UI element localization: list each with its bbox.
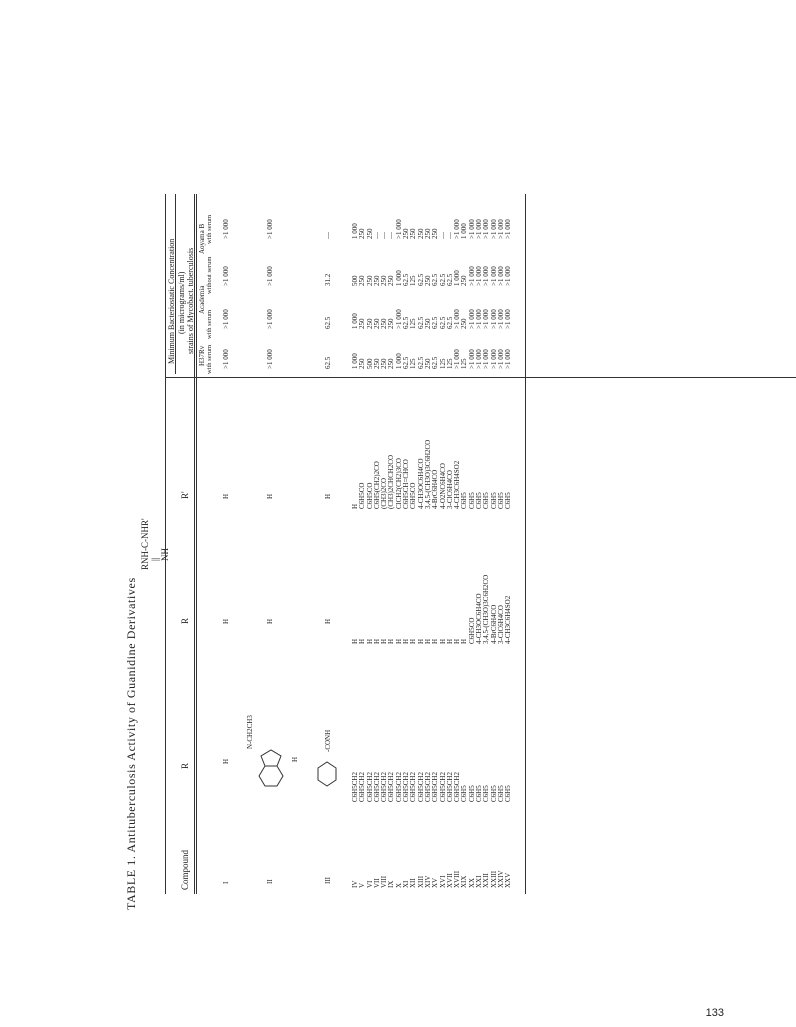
pyridine-structure xyxy=(312,752,342,792)
block-a-without: 1 000 250 250 — — — >1 000 250 250 250 250 250 — — >1 000 1 000 >1 000 >1 000 >1 000 >1 000 >1 000 >1 000 xyxy=(351,219,513,239)
header-units: (in micrograms/ml) xyxy=(177,271,186,334)
block-r3: H C6H5CO C6H5CO C6H5(CH2)2CO (CH3)2CO (CH3)2CHCH2CO ClCH2(CH2)3CO C6H5CH=CHCO C6H5CO 4-CH3OC6H4CO 3,4,5-(CH3O)3C6H2CO 4-BrC6H4CO 4-O2NC6H4CO 3-ClC6H4CO 4-CH3C6H4SO2 C6H5 C6H5 C6H5 C6H5 C6H5 C6H5 C6H5 xyxy=(351,439,513,509)
row-III-h-without: 62.5 xyxy=(324,316,332,329)
row-I-h-without: >1 000 xyxy=(222,309,230,329)
header-a-with-serum: without serum xyxy=(206,256,213,294)
table-caption: TABLE 1. Antituberculosis Activity of Guanidine Derivatives xyxy=(124,577,138,910)
header-compound: Compound xyxy=(180,849,190,890)
table-frame xyxy=(40,186,796,914)
header-h-with-serum: with serum xyxy=(206,344,213,374)
header-aoyama: Aoyama B xyxy=(198,223,206,254)
page-number: 133 xyxy=(705,1007,724,1019)
block-a-with: 500 250 250 250 250 250 1 000 62.5 125 62.5 250 62.5 62.5 62.5 1 000 250 >1 000 >1 000 >1 000 >1 000 >1 000 >1 000 xyxy=(351,266,513,286)
row-III-r2: H xyxy=(324,618,332,624)
table-top-rule xyxy=(165,194,166,894)
header-h37rv: H37Rv xyxy=(198,345,206,366)
row-id-I: I xyxy=(222,881,230,884)
row-III-r3: H xyxy=(324,493,332,499)
indole-h: H xyxy=(291,756,299,762)
header-h-without-serum: with serum xyxy=(206,309,213,339)
pyridine-substituent: -CONH xyxy=(324,729,332,752)
rotated-table xyxy=(40,154,768,914)
block-r2: H H H H H H H H H H H H H H H H C6H5CO 4-CH3OC6H4CO 3,4,5-(CH3O)3C6H2CO 4-BrC6H4CO 3-ClC6H4CO 4-CH3C6H4SO2 xyxy=(351,574,513,644)
block-r: C6H5CH2 C6H5CH2 C6H5CH2 C6H5CH2 C6H5CH2 C6H5CH2 C6H5CH2 C6H5CH2 C6H5CH2 C6H5CH2 C6H5CH2 C6H5CH2 C6H5CH2 C6H5CH2 C6H5CH2 C6H5 C6H5 C6H5 C6H5 C6H5 C6H5 C6H5 xyxy=(351,772,513,802)
header-a-without-serum: with serum xyxy=(206,214,213,244)
block-h-without: 1 000 250 250 250 250 250 >1 000 62.5 125 62.5 250 62.5 62.5 62.5 >1 000 250 >1 000 >1 000 >1 000 >1 000 >1 000 >1 000 xyxy=(351,309,513,329)
header-r2: R xyxy=(180,617,190,624)
row-III-a-with: 31.2 xyxy=(324,273,332,286)
header-mbc: Minimum Bacteriostatic Concentration xyxy=(167,238,176,364)
header-bottom-rule xyxy=(196,194,197,894)
row-I-a-with: >1 000 xyxy=(222,266,230,286)
row-III-h-with: 62.5 xyxy=(324,356,332,369)
block-h-with: 1 000 250 500 250 250 250 1 000 62.5 125 62.5 250 62.5 125 125 >1 000 125 >1 000 >1 000 >1 000 >1 000 >1 000 >1 000 xyxy=(351,349,513,369)
row-II-a-with: >1 000 xyxy=(266,266,274,286)
row-III-a-without: — xyxy=(324,232,332,239)
row-I-a-without: >1 000 xyxy=(222,219,230,239)
indole-substituent: N-CH2CH3 xyxy=(246,715,254,749)
header-academia: Academia xyxy=(198,285,206,314)
header-strains: strains of Mycobact. tuberculosis xyxy=(186,247,195,354)
general-formula: RNH-C-NHR' || NH xyxy=(140,518,170,570)
row-II-h-with: >1 000 xyxy=(266,349,274,369)
row-II-a-without: >1 000 xyxy=(266,219,274,239)
row-id-III: III xyxy=(324,877,332,884)
row-II-h-without: >1 000 xyxy=(266,309,274,329)
block-ids: IV V VI VII VIII IX X XI XII XIII XIV XV XVI XVII XVIII XIX XX XXI XXII XXIII XXIV XXV xyxy=(351,870,513,888)
table-bottom-rule xyxy=(525,194,526,894)
header-r-prime: R' xyxy=(180,491,190,499)
row-I-r2: H xyxy=(222,618,230,624)
mbc-divider xyxy=(165,377,796,378)
row-II-r2: H xyxy=(266,618,274,624)
row-I-r: H xyxy=(222,758,230,764)
header-r: R xyxy=(180,762,190,769)
row-id-II: II xyxy=(266,879,274,884)
row-II-r3: H xyxy=(266,493,274,499)
row-I-h-with: >1 000 xyxy=(222,349,230,369)
row-I-r3: H xyxy=(222,493,230,499)
